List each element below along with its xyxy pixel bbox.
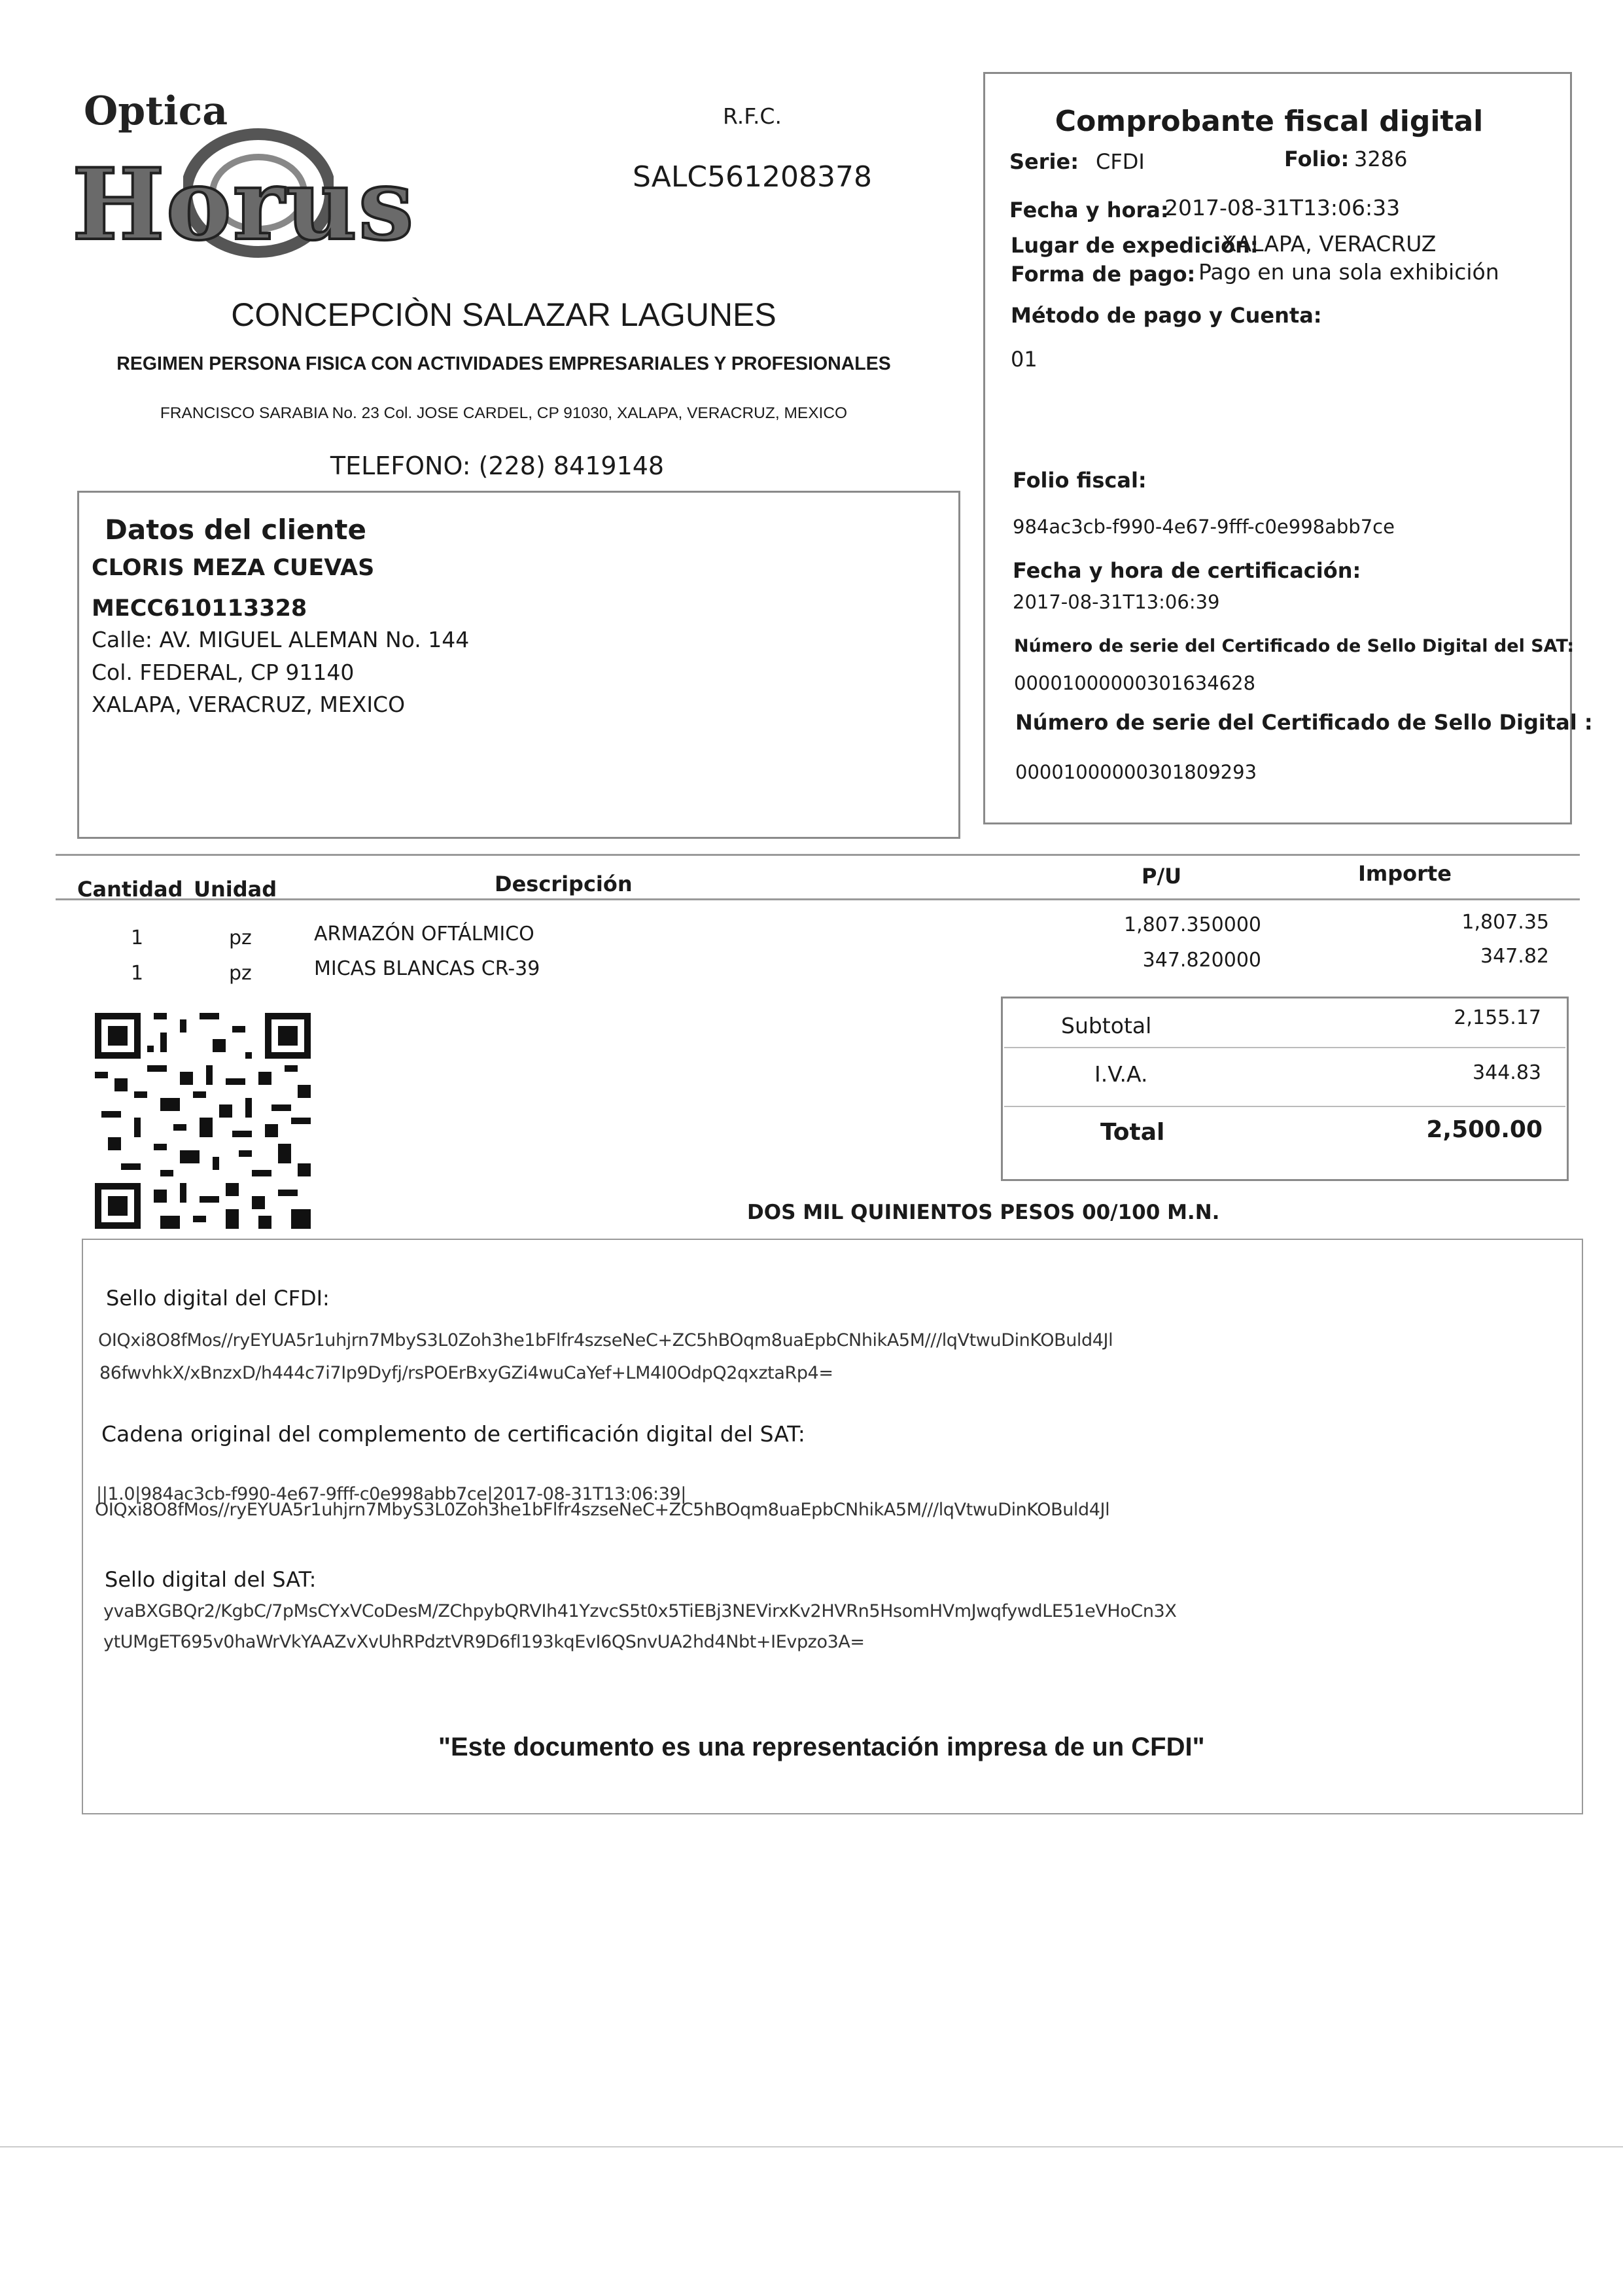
row-importe: 1,807.35 [1461, 911, 1549, 934]
cliente-colonia: Col. FEDERAL, CP 91140 [92, 660, 355, 685]
lugar-label: Lugar de expedición: [1011, 233, 1259, 258]
serie-csd-value: 00001000000301809293 [1015, 761, 1257, 783]
cliente-rfc: MECC610113328 [92, 595, 307, 622]
fecha-label: Fecha y hora: [1009, 198, 1169, 222]
serie-label: Serie: [1009, 149, 1079, 174]
table-header-descripcion: Descripción [495, 872, 633, 896]
table-top-rule [56, 854, 1580, 856]
cadena-line-1: ||1.0|984ac3cb-f990-4e67-9fff-c0e998abb7ce|2017-08-31T13:06:39| [96, 1484, 686, 1504]
rfc-label: R.F.C. [723, 103, 782, 129]
row-pu: 347.820000 [1142, 949, 1261, 972]
folio-fiscal-label: Folio fiscal: [1013, 468, 1147, 493]
serie-csd-label: Número de serie del Certificado de Sello Digital : [1015, 710, 1593, 735]
amount-in-words: DOS MIL QUINIENTOS PESOS 00/100 M.N. [747, 1201, 1220, 1224]
cliente-calle: Calle: AV. MIGUEL ALEMAN No. 144 [92, 627, 470, 652]
forma-value: Pago en una sola exhibición [1198, 259, 1499, 285]
fecha-cert-value: 2017-08-31T13:06:39 [1013, 591, 1220, 613]
logo-top-text: Optica [84, 88, 228, 134]
totals-rule-1 [1004, 1047, 1565, 1048]
qr-code-icon [95, 1013, 311, 1229]
company-logo [72, 88, 438, 291]
row-unidad: pz [229, 962, 252, 985]
subtotal-value: 2,155.17 [1454, 1006, 1541, 1029]
table-header-rule [56, 898, 1580, 900]
metodo-label: Método de pago y Cuenta: [1011, 303, 1322, 328]
row-cantidad: 1 [131, 962, 144, 985]
sello-sat-label: Sello digital del SAT: [105, 1567, 317, 1592]
sello-cfdi-line-2: 86fwvhkX/xBnzxD/h444c7i7Ip9Dyfj/rsPOErBxyGZi4wuCaYef+LM4I0OdpQ2qxztaRp4= [99, 1363, 833, 1383]
row-unidad: pz [229, 927, 252, 949]
sello-sat-line-1: yvaBXGBQr2/KgbC/7pMsCYxVCoDesM/ZChpybQRVIh41YzvcS5t0x5TiEBj3NEVirxKv2HVRn5HsomHVmJwqfywdLE51eVHoCn3X [103, 1601, 1177, 1621]
total-label: Total [1100, 1119, 1165, 1146]
fecha-cert-label: Fecha y hora de certificación: [1013, 558, 1361, 583]
cliente-title: Datos del cliente [105, 514, 366, 546]
issuer-name: CONCEPCIÒN SALAZAR LAGUNES [231, 296, 777, 333]
iva-label: I.V.A. [1094, 1061, 1148, 1087]
cliente-ciudad: XALAPA, VERACRUZ, MEXICO [92, 692, 406, 717]
issuer-address: FRANCISCO SARABIA No. 23 Col. JOSE CARDEL, CP 91030, XALAPA, VERACRUZ, MEXICO [160, 404, 848, 422]
issuer-rfc: SALC561208378 [632, 160, 873, 194]
forma-label: Forma de pago: [1011, 262, 1196, 287]
folio-fiscal-value: 984ac3cb-f990-4e67-9fff-c0e998abb7ce [1013, 516, 1395, 538]
issuer-regime: REGIMEN PERSONA FISICA CON ACTIVIDADES EMPRESARIALES Y PROFESIONALES [116, 353, 891, 374]
totals-rule-2 [1004, 1106, 1565, 1107]
total-value: 2,500.00 [1426, 1116, 1543, 1143]
logo-main-text: Horus [72, 147, 415, 262]
cadena-label: Cadena original del complemento de certificación digital del SAT: [101, 1421, 805, 1447]
row-cantidad: 1 [131, 927, 144, 949]
cadena-line-2: OIQxi8O8fMos//ryEYUA5r1uhjrn7MbyS3L0Zoh3he1bFlfr4szseNeC+ZC5hBOqm8uaEpbCNhikA5M///lqVtwuDinKOBuld4Jl [95, 1500, 1110, 1520]
comprobante-title: Comprobante fiscal digital [1055, 105, 1484, 138]
folio-value: 3286 [1354, 147, 1408, 171]
cliente-name: CLORIS MEZA CUEVAS [92, 555, 375, 581]
cfdi-footer-note: "Este documento es una representación impresa de un CFDI" [438, 1733, 1205, 1761]
sello-cfdi-line-1: OIQxi8O8fMos//ryEYUA5r1uhjrn7MbyS3L0Zoh3he1bFlfr4szseNeC+ZC5hBOqm8uaEpbCNhikA5M///lqVtwuDinKOBuld4Jl [98, 1330, 1113, 1351]
issuer-phone: TELEFONO: (228) 8419148 [330, 451, 665, 480]
row-pu: 1,807.350000 [1124, 913, 1261, 936]
sello-cfdi-label: Sello digital del CFDI: [106, 1286, 330, 1311]
serie-sat-value: 00001000000301634628 [1014, 672, 1256, 694]
subtotal-label: Subtotal [1061, 1013, 1152, 1038]
serie-value: CFDI [1096, 149, 1145, 174]
sello-sat-line-2: ytUMgET695v0haWrVkYAAZvXvUhRPdztVR9D6fl193kqEvI6QSnvUA2hd4Nbt+IEvpzo3A= [103, 1632, 865, 1652]
iva-value: 344.83 [1473, 1061, 1541, 1084]
table-header-cantidad: Cantidad [77, 877, 183, 902]
serie-sat-label: Número de serie del Certificado de Sello Digital del SAT: [1014, 636, 1575, 656]
stamps-box [82, 1239, 1583, 1814]
folio-label: Folio: [1284, 147, 1350, 171]
metodo-value: 01 [1011, 347, 1038, 372]
row-descripcion: MICAS BLANCAS CR-39 [314, 957, 540, 980]
lugar-value: XALAPA, VERACRUZ [1222, 231, 1437, 256]
row-importe: 347.82 [1480, 945, 1549, 968]
table-header-unidad: Unidad [194, 877, 277, 902]
fecha-value: 2017-08-31T13:06:33 [1164, 195, 1401, 221]
page-bottom-rule [0, 2146, 1623, 2147]
row-descripcion: ARMAZÓN OFTÁLMICO [314, 923, 534, 945]
table-header-pu: P/U [1142, 864, 1182, 889]
table-header-importe: Importe [1358, 861, 1452, 886]
